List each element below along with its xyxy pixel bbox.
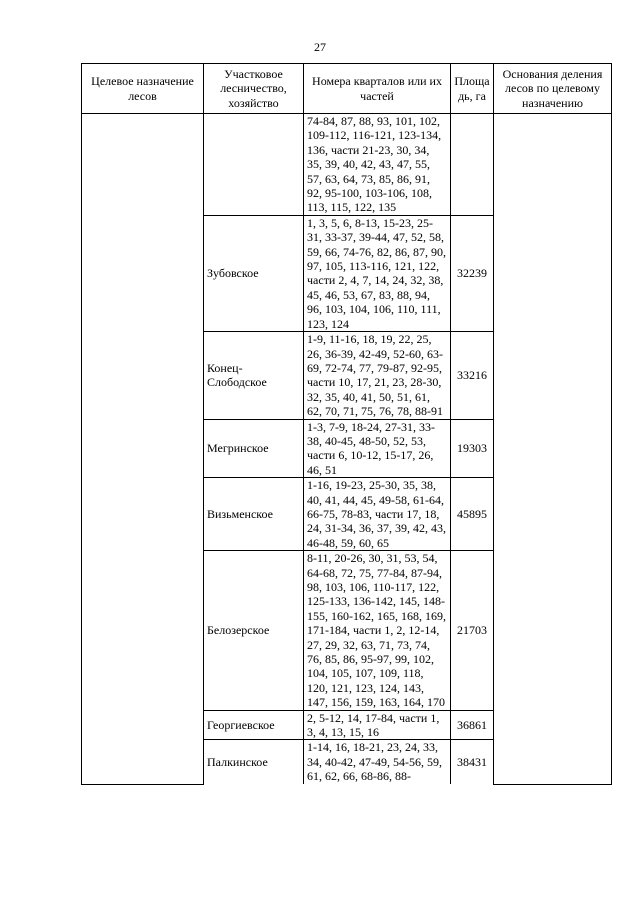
area-cell: 32239 — [451, 215, 494, 331]
header-area: Площа дь, га — [451, 64, 494, 114]
area-cell: 36861 — [451, 710, 494, 740]
quarters-cell: 74-84, 87, 88, 93, 101, 102, 109-112, 116-121, 123-134, 136, части 21-23, 30, 34, 35, 39, 40, 42, 43, 47, 55, 57, 63, 64, 73, 85, 86, 91, 92, 95-100, 103-106, 108, 113, 115, 122, 135 — [304, 114, 451, 216]
quarters-cell: 8-11, 20-26, 30, 31, 53, 54, 64-68, 72, 75, 77-84, 87-94, 98, 103, 106, 110-117, 122, 125-133, 136-142, 145, 148-155, 160-162, 165, 168, 169, 171-184, части 1, 2, 12-14, 27, 29, 32, 63, 71, 73, 74, 76, 85, 86, 95-97, 99, 102, 104, 105, 107, 109, 118, 120, 121, 123, 124, 143, 147, 156, 159, 163, 164, 170 — [304, 551, 451, 710]
forestry-cell: Конец-Слободское — [204, 332, 304, 419]
header-purpose: Целевое назначение лесов — [82, 64, 204, 114]
quarters-cell: 1, 3, 5, 6, 8-13, 15-23, 25-31, 33-37, 39-44, 47, 52, 58, 59, 66, 74-76, 82, 86, 87, 90, 97, 105, 113-116, 121, 122, части 2, 4, 7, 14, 24, 32, 38, 45, 46, 53, 67, 83, 88, 94, 96, 103, 104, 106, 110, 111, 123, 124 — [304, 215, 451, 331]
header-basis: Основания деления лесов по целевому назначению — [494, 64, 612, 114]
forestry-cell: Белозерское — [204, 551, 304, 710]
quarters-cell — [304, 740, 451, 785]
header-forestry: Участковое лесничество, хозяйство — [204, 64, 304, 114]
quarters-cell: 1-16, 19-23, 25-30, 35, 38, 40, 41, 44, 45, 49-58, 61-64, 66-75, 78-83, части 17, 18, 24, 31-34, 36, 37, 39, 42, 43, 46-48, 59, 60, 65 — [304, 478, 451, 551]
forestry-cell — [204, 114, 304, 216]
forestry-cell: Палкинское — [204, 740, 304, 785]
header-quarters: Номера кварталов или их частей — [304, 64, 451, 114]
area-cell: 21703 — [451, 551, 494, 710]
purpose-cell — [82, 114, 204, 785]
table-header-row — [82, 64, 612, 114]
page-number: 27 — [314, 40, 326, 54]
table-row — [82, 114, 612, 216]
quarters-cell: 1-3, 7-9, 18-24, 27-31, 33-38, 40-45, 48-50, 52, 53, части 6, 10-12, 15-17, 26, 46, 51 — [304, 419, 451, 478]
forestry-cell: Георгиевское — [204, 710, 304, 740]
forest-purpose-table — [81, 63, 612, 785]
forestry-cell: Зубовское — [204, 215, 304, 331]
forestry-cell: Мегринское — [204, 419, 304, 478]
area-cell: 45895 — [451, 478, 494, 551]
area-cell: 38431 — [451, 740, 494, 785]
area-cell — [451, 114, 494, 216]
quarters-cell: 1-9, 11-16, 18, 19, 22, 25, 26, 36-39, 42-49, 52-60, 63-69, 72-74, 77, 79-87, 92-95, части 10, 17, 21, 23, 28-30, 32, 35, 40, 41, 50, 51, 61, 62, 70, 71, 75, 76, 78, 88-91 — [304, 332, 451, 419]
quarters-cell: 2, 5-12, 14, 17-84, части 1, 3, 4, 13, 15, 16 — [304, 710, 451, 740]
basis-cell — [494, 114, 612, 785]
quarters-text: 1-14, 16, 18-21, 23, 24, 33, 34, 40-42, 47-49, 54-56, 59, 61, 62, 66, 68-86, 88- — [307, 740, 442, 783]
area-cell: 33216 — [451, 332, 494, 419]
area-cell: 19303 — [451, 419, 494, 478]
forestry-cell: Визьменское — [204, 478, 304, 551]
